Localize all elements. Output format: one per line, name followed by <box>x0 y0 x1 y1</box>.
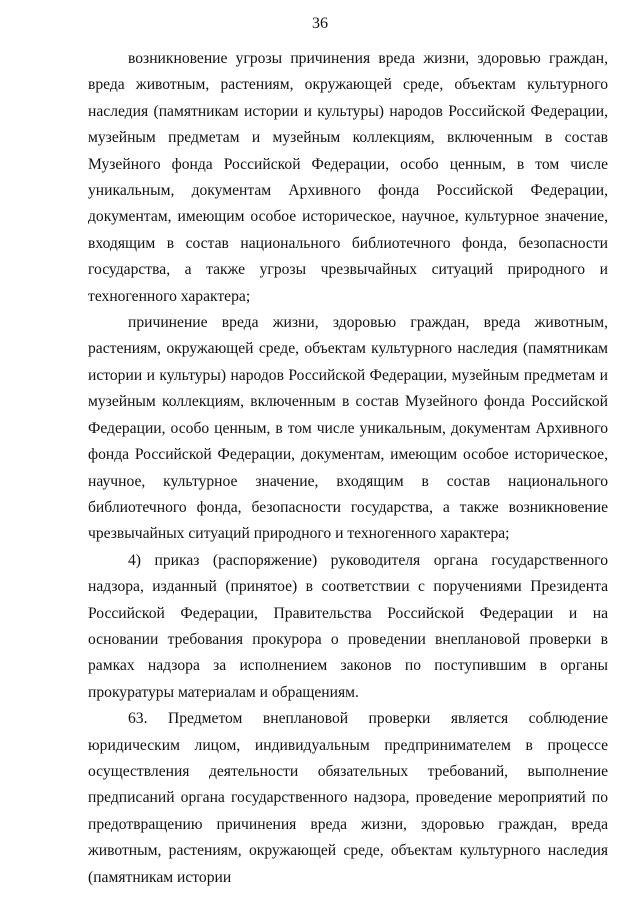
page-number: 36 <box>312 15 328 32</box>
paragraph-order-of-head: 4) приказ (распоряжение) руководителя органа государственного надзора, изданный (принятое) в соответствии с поручениями Президента Российской Федерации, Правительства Российской Федерации и на основании требования прокурора о проведении внеплановой проверки в рамках надзора за исполнением законов по поступившим в органы прокуратуры материалам и обращениям. <box>88 551 608 701</box>
paragraph-item-63: 63. Предметом внеплановой проверки является соблюдение юридическим лицом, индивидуальным предпринимателем в процессе осуществления деятельности обязательных требований, выполнение предписаний органа государственного надзора, проведение мероприятий по предотвращению причинения вреда жизни, здоровью граждан, вреда животным, растениям, окружающей среде, объектам культурного наследия (памятникам истории <box>88 710 608 886</box>
paragraph-threat-occurrence: возникновение угрозы причинения вреда жизни, здоровью граждан, вреда животным, растениям, окружающей среде, объектам культурного наследия (памятникам истории и культуры) народов Российской Федерации, музейным предметам и музейным коллекциям, включенным в состав Музейного фонда Российской Федерации, особо ценным, в том числе уникальным, документам Архивного фонда Российской Федерации, документам, имеющим особое историческое, научное, культурное значение, входящим в состав национального библиотечного фонда, безопасности государства, а также угрозы чрезвычайных ситуаций природного и техногенного характера; <box>88 50 608 305</box>
document-body <box>88 46 608 891</box>
paragraph-harm-caused: причинение вреда жизни, здоровью граждан, вреда животным, растениям, окружающей среде, объектам культурного наследия (памятникам истории и культуры) народов Российской Федерации, музейным предметам и музейным коллекциям, включенным в состав Музейного фонда Российской Федерации, особо ценным, в том числе уникальным, документам Архивного фонда Российской Федерации, документам, имеющим особое историческое, научное, культурное значение, входящим в состав национального библиотечного фонда, безопасности государства, а также возникновение чрезвычайных ситуаций природного и техногенного характера; <box>88 314 608 543</box>
